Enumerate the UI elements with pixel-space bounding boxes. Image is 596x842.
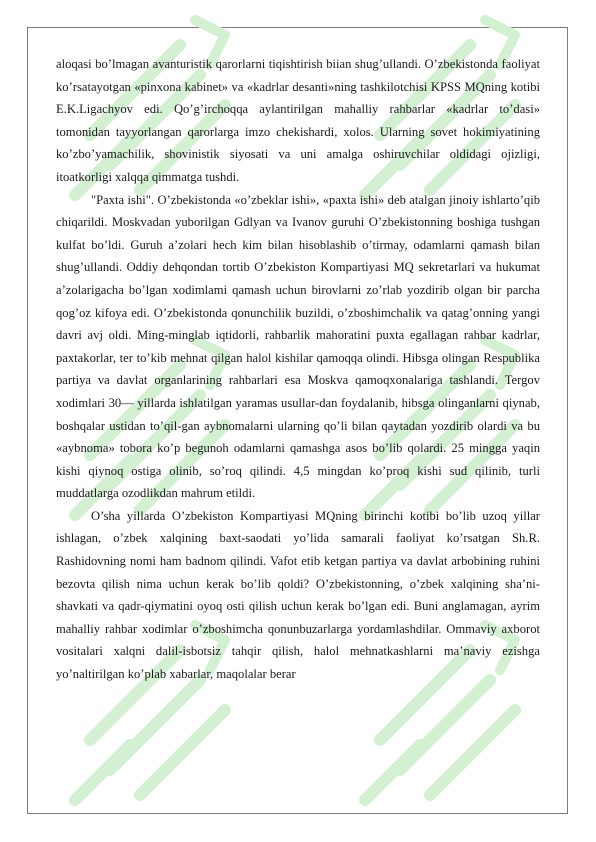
paragraph: aloqasi bo’lmagan avanturistik qarorlarni tiqishtirish biian shug’ullandi. O’zbekistonda faoliyat ko’rsatayotgan «pinxona kabinet» va «kadrlar desanti»ning tashkilotchisi KPSS MQning kotibi E.K.Ligachyov edi. Qo’g’irchoqqa aylantirilgan mahalliy rahbarlar «kadrlar to’dasi» tomonidan tayyorlangan qarorlarga imzo chekishardi, xolos. Ularning sovet hokimiyatining ko’zbo’yamachilik, shovinistik siyosati va uni amalga oshiruvchilar oldidagi ojizligi, itoatkorligi xalqqa qimmatga tushdi. [56, 57, 540, 184]
paragraph: O’sha yillarda O’zbekiston Kompartiyasi MQning birinchi kotibi bo’lib uzoq yillar ishlagan, o’zbek xalqining baxt-saodati yo’lida samarali faoliyat ko’rsatgan Sh.R. Rashidovning nomi ham badnom qilindi. Vafot etib ketgan partiya va davlat arbobining ruhini bezovta qilish nima uchun kerak bo’lib qoldi? O’zbekistonning, o’zbek xalqining sha’ni-shavkati va qadr-qiymatini oyoq osti qilish uchun kerak bo’lgan edi. Buni anglamagan, ayrim mahalliy rahbar xodimlar o’zboshimcha qonunbuzarlarga yordamlashdilar. Ommaviy axborot vositalari xalqni dalil-isbotsiz tahqir qilish, halol mehnatkashlarni ma’naviy ezishga yo’naltirilgan ko’plab xabarlar, maqolalar berar [56, 508, 540, 682]
paragraph: "Paxta ishi". O’zbekistonda «o’zbeklar ishi», «paxta ishi» deb atalgan jinoiy ishlarto’qib chiqarildi. Moskvadan yuborilgan Gdlyan va Ivanov guruhi O’zbekistonning boshiga tushgan kulfat bo’ldi. Guruh a’zolari hech kim bilan hisoblashib o’tirmay, odamlarni qamash bilan shug’ullandi. Oddiy dehqondan tortib O’zbekiston Kompartiyasi MQ sekretarlari va hukumat a’zolarigacha bo’lgan xodimlami qamash uchun birovlarni zo’rlab yozdirib olgan bir parcha qog’oz kifoya edi. O’zbekistonda qonunchilik buzildi, o’zboshimchalik va qatag’onning yangi davri avj oldi. Ming-minglab iqtidorli, rahbarlik mahoratini puxta egallagan rahbar kadrlar, paxtakorlar, ter to’kib mehnat qilgan halol kishilar qamoqqa olindi. Hibsga olingan Respublika partiya va davlat organlarining rahbarlari esa Moskva qamoqxonalariga tashlandi. Tergov xodimlari 30— yillarda ishlatilgan yaramas usullar-dan foydalanib, hibsga olinganlarni qiynab, boshqalar ustidan to’qil-gan aybnomalarni ularning qo’li bilan qaytadan yozdirib olardi va bu «aybnoma» tobora ko’p begunoh odamlarni qamashga asos bo’lib qolardi. 25 mingga yaqin kishi qiynoq ostiga olinib, so’roq qilindi. 4,5 mingdan ko’proq kishi sud qilinib, turli muddatlarga ozodlikdan mahrum etildi. [56, 192, 540, 501]
document-body [56, 53, 540, 686]
